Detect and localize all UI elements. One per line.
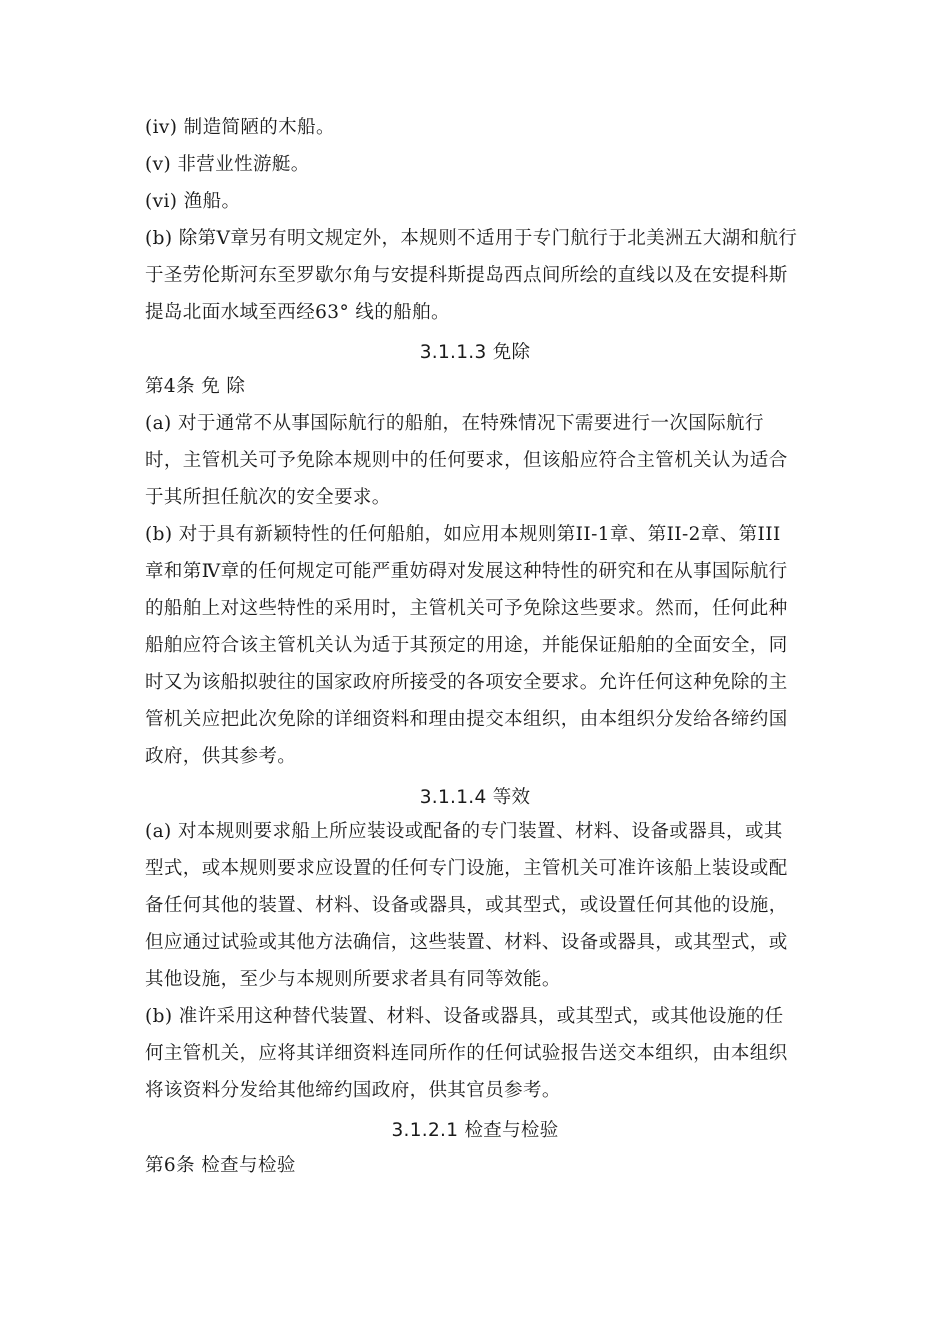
article-4-a-line: 于其所担任航次的安全要求。 bbox=[145, 487, 391, 508]
article-4-b-line: 时又为该船拟驶往的国家政府所接受的各项安全要求。允许任何这种免除的主 bbox=[145, 672, 788, 693]
item-vi: (vi) 渔船。 bbox=[145, 191, 241, 212]
equivalents-a-line: (a) 对本规则要求船上所应装设或配备的专门装置、材料、设备或器具，或其 bbox=[145, 821, 783, 842]
para-b-scope-line: 提岛北面水域至西经63° 线的船舶。 bbox=[145, 302, 450, 323]
section-heading-survey: 3.1.2.1 检查与检验 bbox=[391, 1120, 559, 1141]
article-4-b-line: 政府，供其参考。 bbox=[145, 746, 297, 767]
article-6-title: 第6条 检查与检验 bbox=[145, 1155, 296, 1176]
article-4-b-line: 管机关应把此次免除的详细资料和理由提交本组织，由本组织分发给各缔约国 bbox=[145, 709, 788, 730]
section-heading-equivalents: 3.1.1.4 等效 bbox=[419, 787, 531, 808]
para-b-scope-line: (b) 除第Ⅴ章另有明文规定外，本规则不适用于专门航行于北美洲五大湖和航行 bbox=[145, 228, 798, 249]
equivalents-a-line: 其他设施，至少与本规则所要求者具有同等效能。 bbox=[145, 969, 561, 990]
article-4-b-line: (b) 对于具有新颖特性的任何船舶，如应用本规则第II-1章、第II-2章、第III bbox=[145, 524, 781, 545]
item-v: (ⅴ) 非营业性游艇。 bbox=[145, 154, 310, 175]
equivalents-a-line: 但应通过试验或其他方法确信，这些装置、材料、设备或器具，或其型式，或 bbox=[145, 932, 788, 953]
para-b-scope-line: 于圣劳伦斯河东至罗歇尔角与安提科斯提岛西点间所绘的直线以及在安提科斯 bbox=[145, 265, 788, 286]
equivalents-b-line: (b) 准许采用这种替代装置、材料、设备或器具，或其型式，或其他设施的任 bbox=[145, 1006, 784, 1027]
section-heading-exemptions: 3.1.1.3 免除 bbox=[419, 342, 531, 363]
equivalents-b-line: 何主管机关，应将其详细资料连同所作的任何试验报告送交本组织，由本组织 bbox=[145, 1043, 788, 1064]
article-4-a-line: 时，主管机关可予免除本规则中的任何要求，但该船应符合主管机关认为适合 bbox=[145, 450, 788, 471]
article-4-title: 第4条 免 除 bbox=[145, 376, 246, 397]
article-4-b-line: 船舶应符合该主管机关认为适于其预定的用途，并能保证船舶的全面安全，同 bbox=[145, 635, 788, 656]
article-4-a-line: (a) 对于通常不从事国际航行的船舶，在特殊情况下需要进行一次国际航行 bbox=[145, 413, 764, 434]
equivalents-a-line: 备任何其他的装置、材料、设备或器具，或其型式，或设置任何其他的设施， bbox=[145, 895, 788, 916]
article-4-b-line: 的船舶上对这些特性的采用时，主管机关可予免除这些要求。然而，任何此种 bbox=[145, 598, 788, 619]
item-iv: (iv) 制造简陋的木船。 bbox=[145, 117, 335, 138]
equivalents-a-line: 型式，或本规则要求应设置的任何专门设施，主管机关可准许该船上装设或配 bbox=[145, 858, 788, 879]
equivalents-b-line: 将该资料分发给其他缔约国政府，供其官员参考。 bbox=[145, 1080, 561, 1101]
article-4-b-line: 章和第Ⅳ章的任何规定可能严重妨碍对发展这种特性的研究和在从事国际航行 bbox=[145, 561, 788, 582]
